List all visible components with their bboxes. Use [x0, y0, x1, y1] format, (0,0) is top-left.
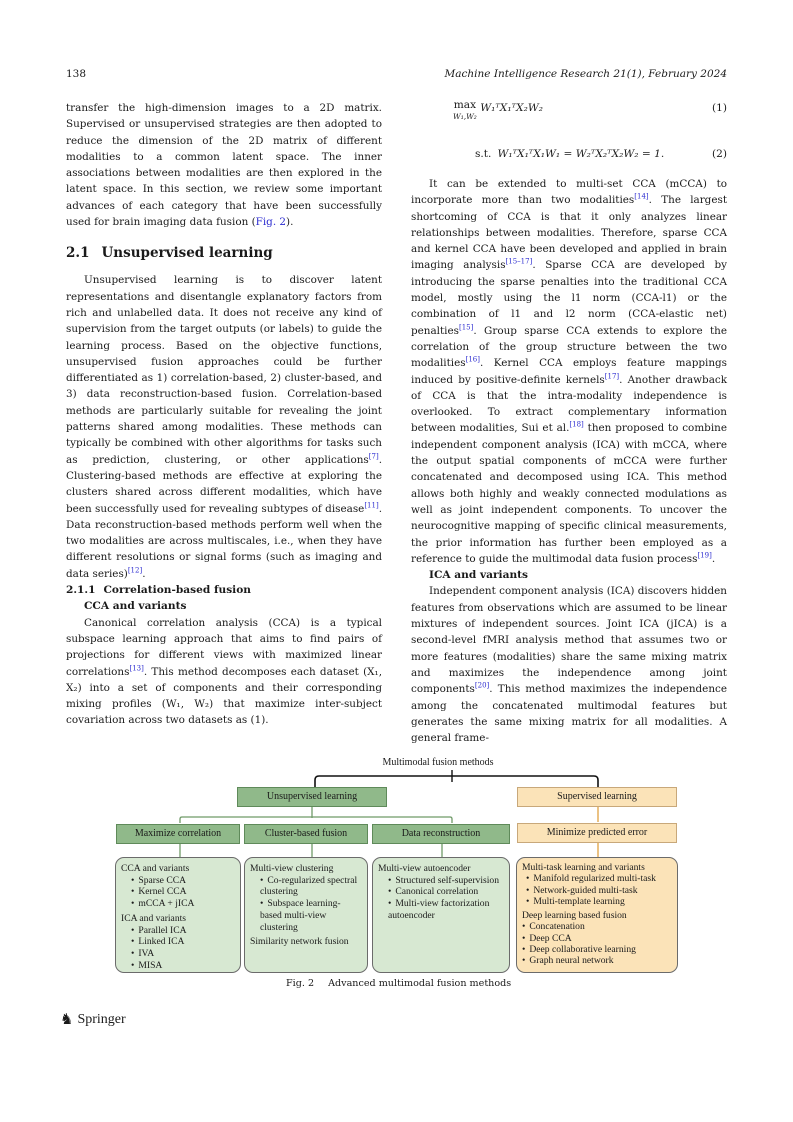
page-number: 138: [66, 68, 87, 80]
unsupervised-paragraph: Unsupervised learning is to discover latent representations and disentangle explanatory factors from rich and unlabelled data. It does not receive any kind of supervision from the target outputs (or labels) to guide the learning process. Based on the objective functions, unsupervised fusion approaches could be further differentiated as 1) correlation-based, 2) cluster-based, and 3) data reconstruction-based fusion. Correlation-based methods are particularly suitable for revealing the joint patterns shared among modalities. These methods can typically be combined with other algorithms for tasks such as prediction, clustering, or other applications[7]. Clustering-based methods are effective at exploring the clusters shared across different modalities, which have been successfully used for revealing subtypes of disease[11]. Data reconstruction-based methods perform well when the two modalities are across multiscales, i.e., when they have different resolutions or signal forms (such as imaging and data series)[12].: [66, 274, 382, 580]
citation-link[interactable]: [12]: [127, 566, 143, 575]
citation-link[interactable]: [13]: [129, 664, 144, 673]
equation-1: max W₁,W₂ W₁ᵀX₁ᵀX₂W₂ (1): [453, 99, 727, 121]
citation-link[interactable]: [14]: [634, 192, 649, 201]
cca-variants-list: • Sparse CCA • Kernel CCA • mCCA + jICA: [121, 875, 235, 910]
citation-link[interactable]: [16]: [465, 355, 480, 364]
cca-paragraph: Canonical correlation analysis (CCA) is a typical subspace learning approach that aims to find pairs of projections for different views with maximized linear correlations[13]. This method decomposes each dataset (X₁, X₂) into a set of components and their corresponding mixing profiles (W₁, W₂) that maximize inter-subject covariation across two datasets as (1).: [66, 616, 382, 727]
equation-number: (2): [711, 148, 727, 160]
deep-learning-list: • Concatenation • Deep CCA • Deep collaborative learning • Graph neural network: [522, 921, 672, 966]
citation-link[interactable]: [20]: [474, 681, 490, 690]
paragraph-heading-ica: ICA and variants: [429, 569, 529, 582]
cluster-based-fusion-node: Cluster-based fusion: [244, 824, 368, 844]
autoencoder-list: • Structured self-supervision • Canonical correlation • Multi-view factorization autoencoder: [378, 875, 504, 922]
figure-caption: Fig. 2 Advanced multimodal fusion methods: [286, 978, 512, 989]
fig-2-link[interactable]: Fig. 2: [255, 216, 287, 229]
supervised-learning-node: Supervised learning: [517, 787, 677, 807]
unsup-bracket: [180, 817, 452, 823]
journal-header: Machine Intelligence Research 21(1), February 2024: [444, 68, 727, 80]
citation-link[interactable]: [17]: [604, 372, 620, 381]
citation-link[interactable]: [18]: [569, 420, 584, 429]
section-heading: 2.1 Unsupervised learning: [66, 245, 273, 262]
multi-task-list: • Manifold regularized multi-task • Network-guided multi-task • Multi-template learning: [522, 873, 672, 907]
mcca-paragraph: It can be extended to multi-set CCA (mCCA) to incorporate more than two modalities[14]. The largest shortcoming of CCA is that it only analyzes linear relationships between modalities. Therefore, sparse CCA and kernel CCA have been developed and applied in brain imaging analysis[15–17]. Sparse CCA are developed by introducing the sparse penalties into the traditional CCA model, mostly using the l1 norm (CCA-l1) or the combination of l1 and l2 norm (CCA-elastic net) penalties[15]. Group sparse CCA extends to explore the correlation of the group structure between the two modalities[16]. Kernel CCA employs feature mappings induced by positive-definite kernels[17]. Another drawback of CCA is that the intra-modality independence is overlooked. To extract complementary information between modalities, Sui et al.[18] then proposed to combine independent component analysis (ICA) with mCCA, where the output spatial components of mCCA were further concatenated and decomposed using ICA. This method allows both highly and weakly connected modulations as well as joint independent components. To uncover the neurocognitive mapping of specific clinical measurements, the prior information has further been employed as a reference to guide the multimodal data fusion process[19].: [411, 178, 728, 565]
equation-number: (1): [711, 102, 727, 114]
citation-link[interactable]: [19]: [697, 551, 712, 560]
citation-link[interactable]: [15]: [459, 323, 474, 332]
springer-logo-icon: ♞: [60, 1012, 74, 1028]
subsection-heading: 2.1.1 Correlation-based fusion: [66, 584, 251, 597]
ica-variants-list: • Parallel ICA • Linked ICA • IVA • MISA: [121, 925, 235, 972]
minimize-predicted-error-node: Minimize predicted error: [517, 823, 677, 843]
citation-link[interactable]: [7]: [368, 452, 379, 461]
maximize-correlation-node: Maximize correlation: [116, 824, 240, 844]
intro-paragraph: transfer the high-dimension images to a 2D matrix. Supervised or unsupervised strategies are then adopted to reduce the dimension of the 2D matrix of different modalities to a common latent space. The inner associations between modalities are then explored in the latent space. In this section, we review some important advances of each category that have been successfully used for brain imaging data fusion (Fig. 2).: [66, 102, 382, 229]
correlation-methods-box: CCA and variants • Sparse CCA • Kernel CCA • mCCA + jICA ICA and variants • Parallel ICA • Linked ICA • IVA • MISA: [115, 857, 241, 973]
citation-link[interactable]: [15–17]: [505, 258, 533, 267]
publisher-name: Springer: [77, 1011, 126, 1027]
equation-2: s.t. W₁ᵀX₁ᵀX₁W₁ = W₂ᵀX₂ᵀX₂W₂ = 1. (2): [411, 146, 727, 176]
reconstruction-methods-box: Multi-view autoencoder • Structured self-supervision • Canonical correlation • Multi-view factorization autoencoder: [372, 857, 510, 973]
cluster-methods-box: Multi-view clustering • Co-regularized spectral clustering • Subspace learning-based multi-view clustering Similarity network fusion: [244, 857, 368, 973]
unsupervised-learning-node: Unsupervised learning: [237, 787, 387, 807]
ica-paragraph: Independent component analysis (ICA) discovers hidden features from observations which are assumed to be linear mixtures of independent sources. Joint ICA (jICA) is a second-level fMRI analysis method that assumes two or more features (modalities) share the same mixing matrix and maximizes the independence among joint components[20]. This method maximizes the independence among the concatenated multimodal features but generates the same mixing matrix for all modalities. A general frame-: [411, 585, 727, 745]
figure-root-label: Multimodal fusion methods: [382, 757, 494, 768]
multi-view-clustering-list: • Co-regularized spectral clustering • Subspace learning-based multi-view clustering: [250, 875, 362, 934]
data-reconstruction-node: Data reconstruction: [372, 824, 510, 844]
supervised-methods-box: Multi-task learning and variants • Manifold regularized multi-task • Network-guided multi-task • Multi-template learning Deep learning based fusion • Concatenation • Deep CCA • Deep collaborative learning • Graph neural network: [516, 857, 678, 973]
citation-link[interactable]: [11]: [364, 501, 379, 510]
paragraph-heading-cca: CCA and variants: [84, 600, 187, 613]
publisher-footer: [60, 1010, 126, 1029]
